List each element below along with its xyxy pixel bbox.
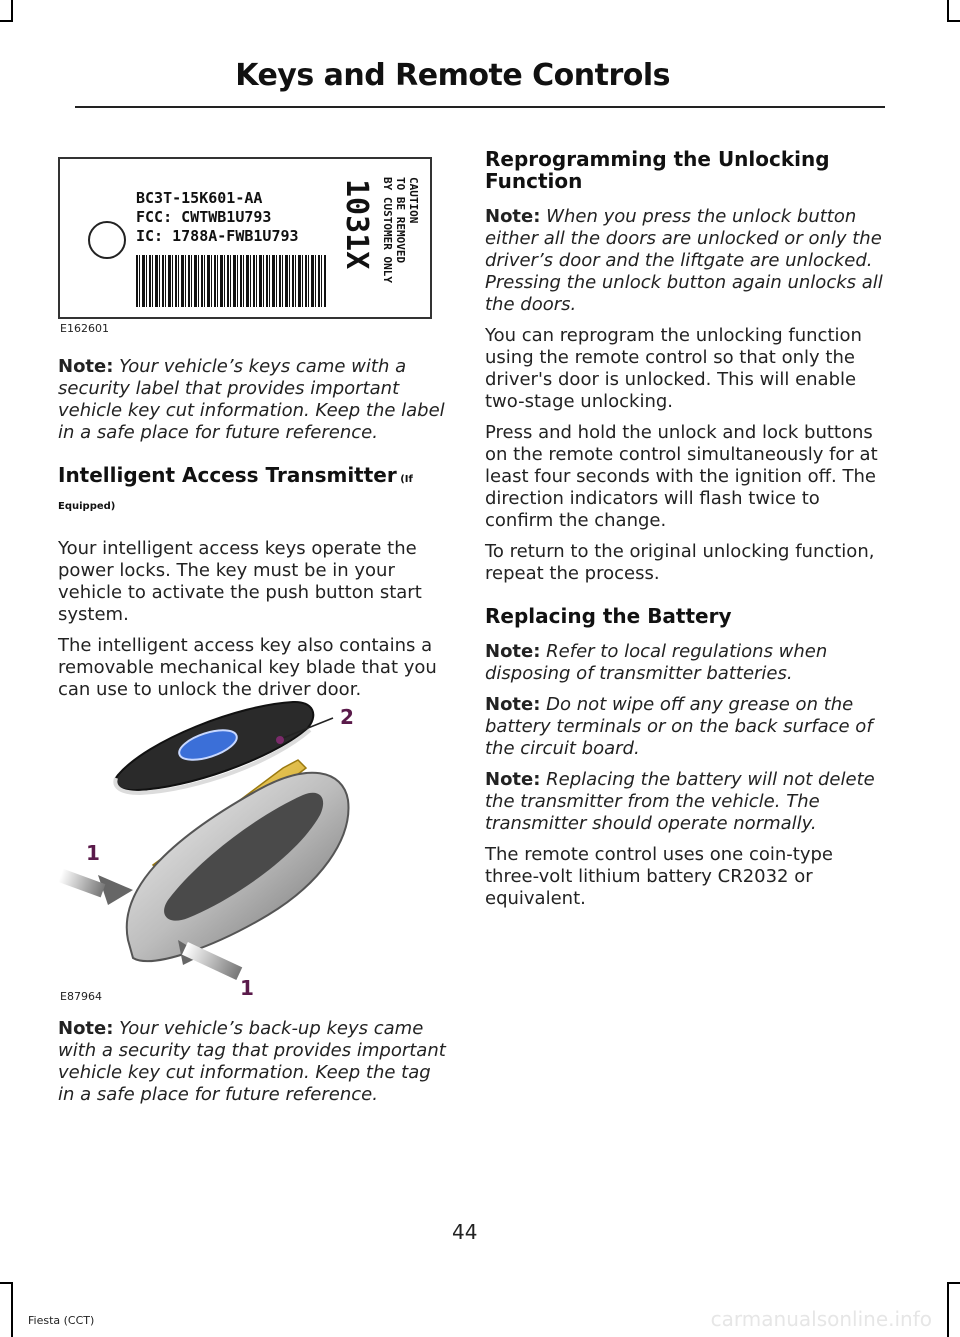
note-text: Replacing the battery will not delete the transmitter from the vehicle. The transmitter should operate normally. [485,769,875,834]
paragraph: The remote control uses one coin-type three-volt lithium battery CR2032 or equivalent. [485,844,833,909]
paragraph: To return to the original unlocking function, repeat the process. [485,541,875,584]
crop-mark [947,1282,949,1337]
label-hole [88,221,126,259]
image-code: E162601 [60,322,109,335]
paragraph: Press and hold the unlock and lock buttons on the remote control simultaneously for at least four seconds with the ignition off. The direction indicators will flash twice to confirm the change. [485,422,878,531]
note-battery-delete [485,769,883,835]
note-label: Note: [58,356,114,377]
note-regulations [485,641,883,685]
note-backup-keys [58,1018,450,1106]
note-text: When you press the unlock button either all the doors are unlocked or only the driver’s door and the liftgate are unlocked. Pressing the unlock button again unlocks all the doors. [485,206,883,315]
crop-mark [0,20,13,22]
crop-mark [947,1282,960,1284]
page-title: Keys and Remote Controls [235,58,670,93]
intelligent-key-illustration [58,690,448,1010]
note-text: Your vehicle’s keys came with a security label that provides important vehicle key cut information. Keep the label in a safe place for future reference. [58,356,445,443]
barcode [136,255,326,307]
note-label: Note: [485,769,541,790]
note-text: Do not wipe off any grease on the battery terminals or on the back surface of the circuit board. [485,694,873,759]
callout-1-left: 1 [86,841,100,865]
security-label-image [58,157,432,319]
note-label: Note: [485,694,541,715]
label-caution: CAUTION [407,177,420,224]
crop-mark [11,1282,13,1337]
callout-2: 2 [340,705,354,729]
note-unlock-button [485,206,883,316]
callout-1-bottom: 1 [240,976,254,1000]
image-code: E87964 [60,990,102,1003]
footer-model: Fiesta (CCT) [28,1314,95,1327]
note-text: Refer to local regulations when disposing of transmitter batteries. [485,641,828,684]
note-security-label [58,356,450,444]
left-column [58,356,450,701]
note-grease [485,694,883,760]
paragraph: The intelligent access key also contains a removable mechanical key blade that you can use to unlock the driver door. [58,635,437,700]
section-heading-intelligent-access [58,464,450,518]
page-number: 44 [452,1220,478,1244]
label-part-number: BC3T-15K601-AA [136,189,263,207]
note-label: Note: [58,1018,114,1039]
section-heading-reprogramming: Reprogramming the Unlocking Function [485,147,830,193]
label-code: 1031X [339,179,374,270]
label-caution-line2: TO BE REMOVED [394,177,407,264]
crop-mark [947,20,960,22]
label-ic: IC: 1788A-FWB1U793 [136,227,299,245]
section-heading-replacing-battery: Replacing the Battery [485,604,732,628]
note-text: Your vehicle’s back-up keys came with a security tag that provides important vehicle key cut information. Keep the tag in a safe place for future reference. [58,1018,446,1105]
label-rotated-text [335,169,425,309]
heading-suffix: (If Equipped) [58,474,413,512]
crop-mark [0,1282,13,1284]
crop-mark [11,0,13,22]
note-label: Note: [485,206,541,227]
watermark: carmanualsonline.info [710,1307,932,1331]
label-fcc: FCC: CWTWB1U793 [136,208,272,226]
right-column [485,148,883,910]
left-column-bottom [58,1018,450,1106]
paragraph: You can reprogram the unlocking function using the remote control so that only the driver's door is unlocked. This will enable two-stage unlocking. [485,325,862,412]
crop-mark [947,0,949,22]
label-caution-line3: BY CUSTOMER ONLY [381,177,394,283]
note-label: Note: [485,641,541,662]
title-rule [75,106,885,108]
heading-text: Intelligent Access Transmitter [58,463,397,487]
paragraph: Your intelligent access keys operate the power locks. The key must be in your vehicle to activate the push button start system. [58,538,422,625]
